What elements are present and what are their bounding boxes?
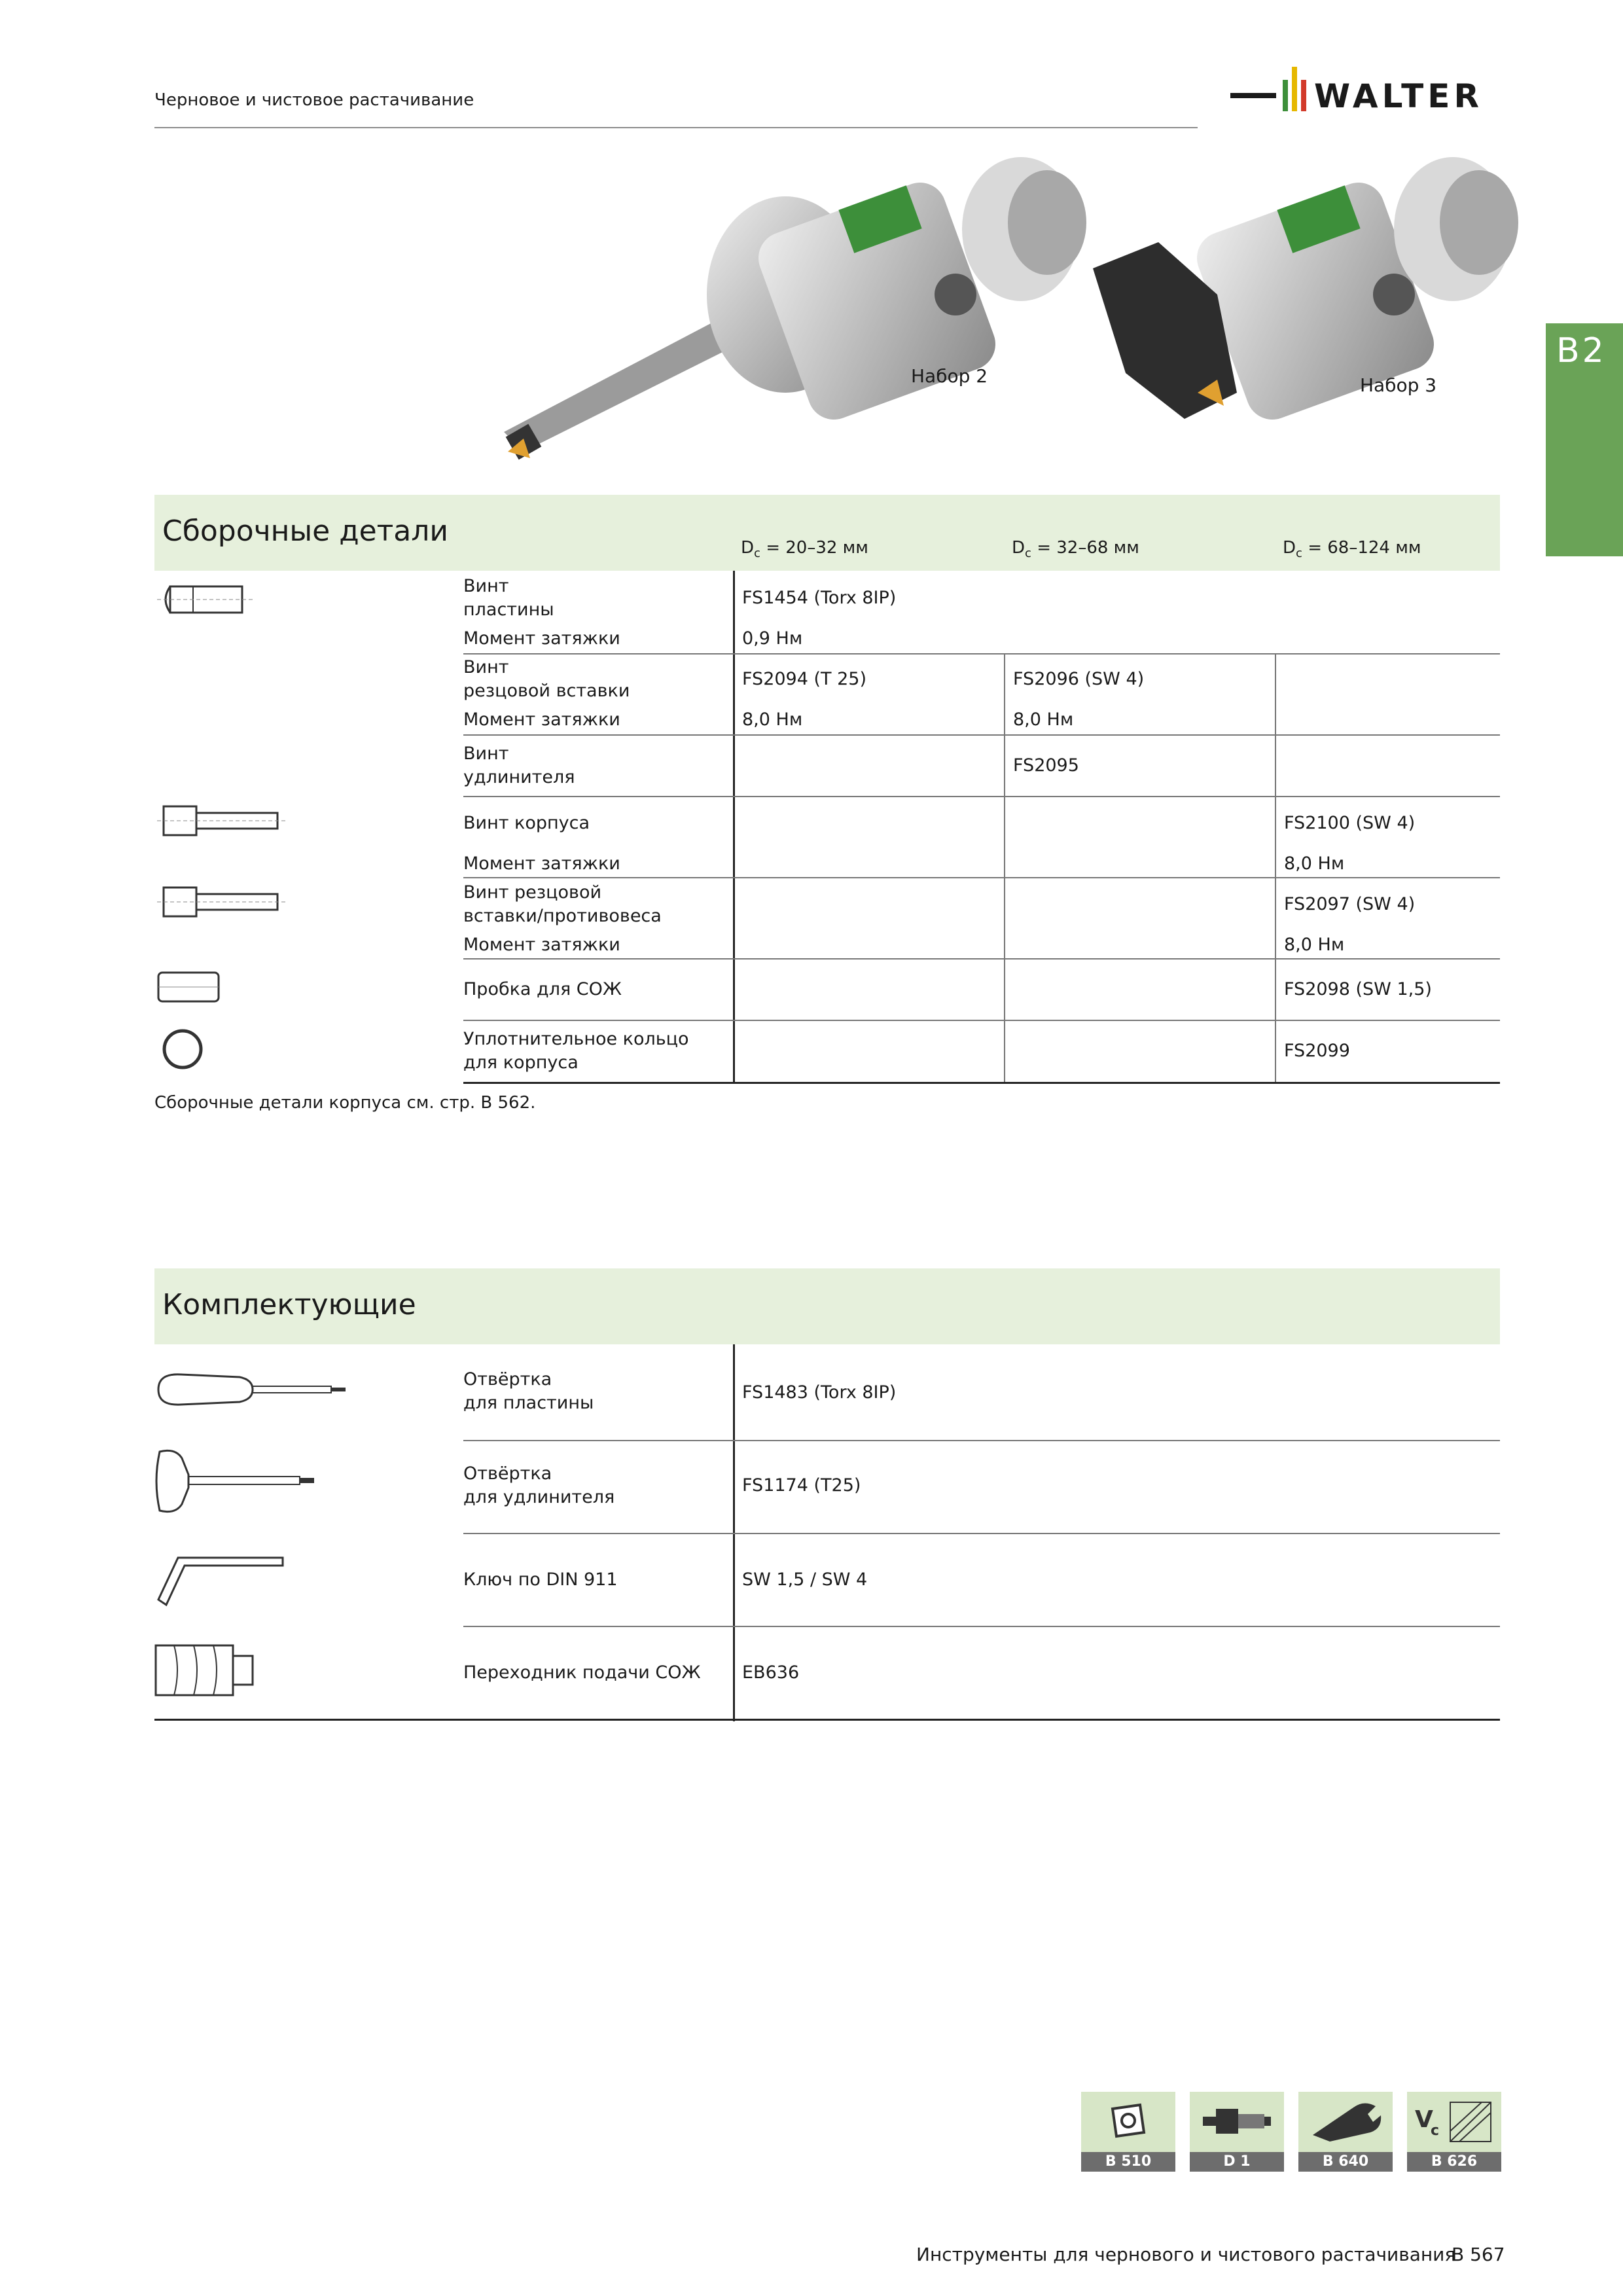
tool-photo-set3: [1086, 144, 1518, 439]
photo-label-set3: Набор 3: [1360, 374, 1437, 396]
row-label: Отвёртка для удлинителя: [463, 1463, 615, 1507]
row-divider: [463, 1533, 1500, 1534]
reference-label: B 626: [1407, 2152, 1501, 2172]
table-cell: SW 1,5 / SW 4: [742, 1570, 868, 1590]
row-label: Винт корпуса: [463, 813, 590, 833]
wrench-icon: [1308, 2098, 1383, 2144]
table-divider: [733, 571, 735, 1084]
row-divider: [463, 1020, 1500, 1021]
svg-text:V: V: [1415, 2106, 1433, 2133]
page-number: B 567: [1452, 2244, 1505, 2265]
reference-box-b510[interactable]: [1081, 2092, 1175, 2172]
table-cell: FS1174 (T25): [742, 1475, 861, 1496]
table-cell: FS1454 (Torx 8IP): [742, 588, 897, 608]
table-cell: FS2097 (SW 4): [1284, 894, 1416, 914]
insert-icon: [1109, 2101, 1148, 2140]
row-divider: [463, 734, 1500, 736]
reference-label: B 640: [1298, 2152, 1393, 2172]
reference-box-b626[interactable]: [1407, 2092, 1501, 2172]
row-label: Винт резцовой вставки: [463, 657, 630, 701]
column-header-dc-20-32: $D_c = 20-32$ мм: [741, 538, 868, 561]
table-cell: FS2096 (SW 4): [1013, 669, 1145, 689]
table-cell: 8,0 Нм: [1284, 853, 1345, 874]
table-cell: EB636: [742, 1662, 800, 1683]
t-handle-screwdriver-icon: [149, 1445, 319, 1517]
table-bottom-rule: [463, 1082, 1500, 1084]
row-divider: [463, 796, 1500, 797]
reference-box-b640[interactable]: [1298, 2092, 1393, 2172]
svg-text:c: c: [1431, 2123, 1440, 2139]
tool-photo-set2: [504, 144, 1093, 471]
row-label: Винт пластины: [463, 576, 554, 620]
row-label: Переходник подачи СОЖ: [463, 1662, 701, 1683]
assembly-section-title: Сборочные детали: [162, 514, 448, 548]
table-cell: FS2094 (T 25): [742, 669, 866, 689]
tool-holder-icon: [1200, 2100, 1274, 2143]
body-screw-icon: [157, 802, 285, 839]
row-label: Ключ по DIN 911: [463, 1570, 618, 1590]
row-divider: [463, 1440, 1500, 1441]
table-bottom-rule: [154, 1719, 1500, 1721]
accessories-section-title: Комплектующие: [162, 1288, 416, 1321]
chapter-tab: [1546, 323, 1623, 556]
column-header-dc-68-124: $D_c = 68-124$ мм: [1283, 538, 1421, 561]
insert-screw-icon: [157, 581, 255, 618]
reference-label: B 510: [1081, 2152, 1175, 2172]
table-cell: 8,0 Нм: [742, 709, 803, 730]
table-cell: FS2100 (SW 4): [1284, 813, 1416, 833]
hex-key-icon: [152, 1546, 291, 1609]
row-label: Момент затяжки: [463, 853, 620, 874]
table-cell: FS2098 (SW 1,5): [1284, 979, 1432, 999]
photo-label-set2: Набор 2: [911, 365, 988, 387]
assembly-footnote: Сборочные детали корпуса см. стр. B 562.: [154, 1093, 536, 1113]
accessories-section-header: [154, 1268, 1500, 1344]
row-label: Момент затяжки: [463, 628, 620, 649]
page-header-title: Черновое и чистовое растачивание: [154, 90, 474, 110]
reference-label: D 1: [1190, 2152, 1284, 2172]
row-label: Отвёртка для пластины: [463, 1369, 594, 1413]
walter-logo: [1230, 60, 1505, 119]
coolant-plug-icon: [154, 969, 226, 1005]
table-cell: 0,9 Нм: [742, 628, 803, 649]
footer-text: Инструменты для чернового и чистового растачивания: [916, 2244, 1456, 2265]
chapter-tab-label: B2: [1556, 331, 1607, 370]
row-label: Винт резцовой вставки/противовеса: [463, 882, 662, 926]
table-cell: 8,0 Нм: [1284, 935, 1345, 955]
reference-box-d1[interactable]: [1190, 2092, 1284, 2172]
row-label: Уплотнительное кольцо для корпуса: [463, 1029, 689, 1073]
row-divider: [463, 958, 1500, 960]
table-cell: 8,0 Нм: [1013, 709, 1074, 730]
row-label: Момент затяжки: [463, 935, 620, 955]
insert-counterweight-screw-icon: [157, 884, 285, 920]
cutting-speed-icon: [1414, 2098, 1495, 2145]
row-divider: [463, 1626, 1500, 1627]
column-header-dc-32-68: $D_c = 32-68$ мм: [1012, 538, 1139, 561]
table-cell: FS2095: [1013, 755, 1079, 776]
table-cell: FS2099: [1284, 1041, 1350, 1061]
row-label: Пробка для СОЖ: [463, 979, 622, 999]
coolant-adapter-icon: [152, 1639, 257, 1702]
seal-ring-icon: [160, 1026, 205, 1072]
assembly-section-header: [154, 495, 1500, 571]
table-cell: FS1483 (Torx 8IP): [742, 1382, 897, 1403]
screwdriver-icon: [154, 1367, 351, 1412]
row-divider: [463, 877, 1500, 878]
row-divider: [463, 653, 1500, 655]
svg-text:WALTER: WALTER: [1314, 77, 1483, 115]
row-label: Винт удлинителя: [463, 744, 575, 787]
row-label: Момент затяжки: [463, 709, 620, 730]
header-divider: [154, 127, 1198, 128]
